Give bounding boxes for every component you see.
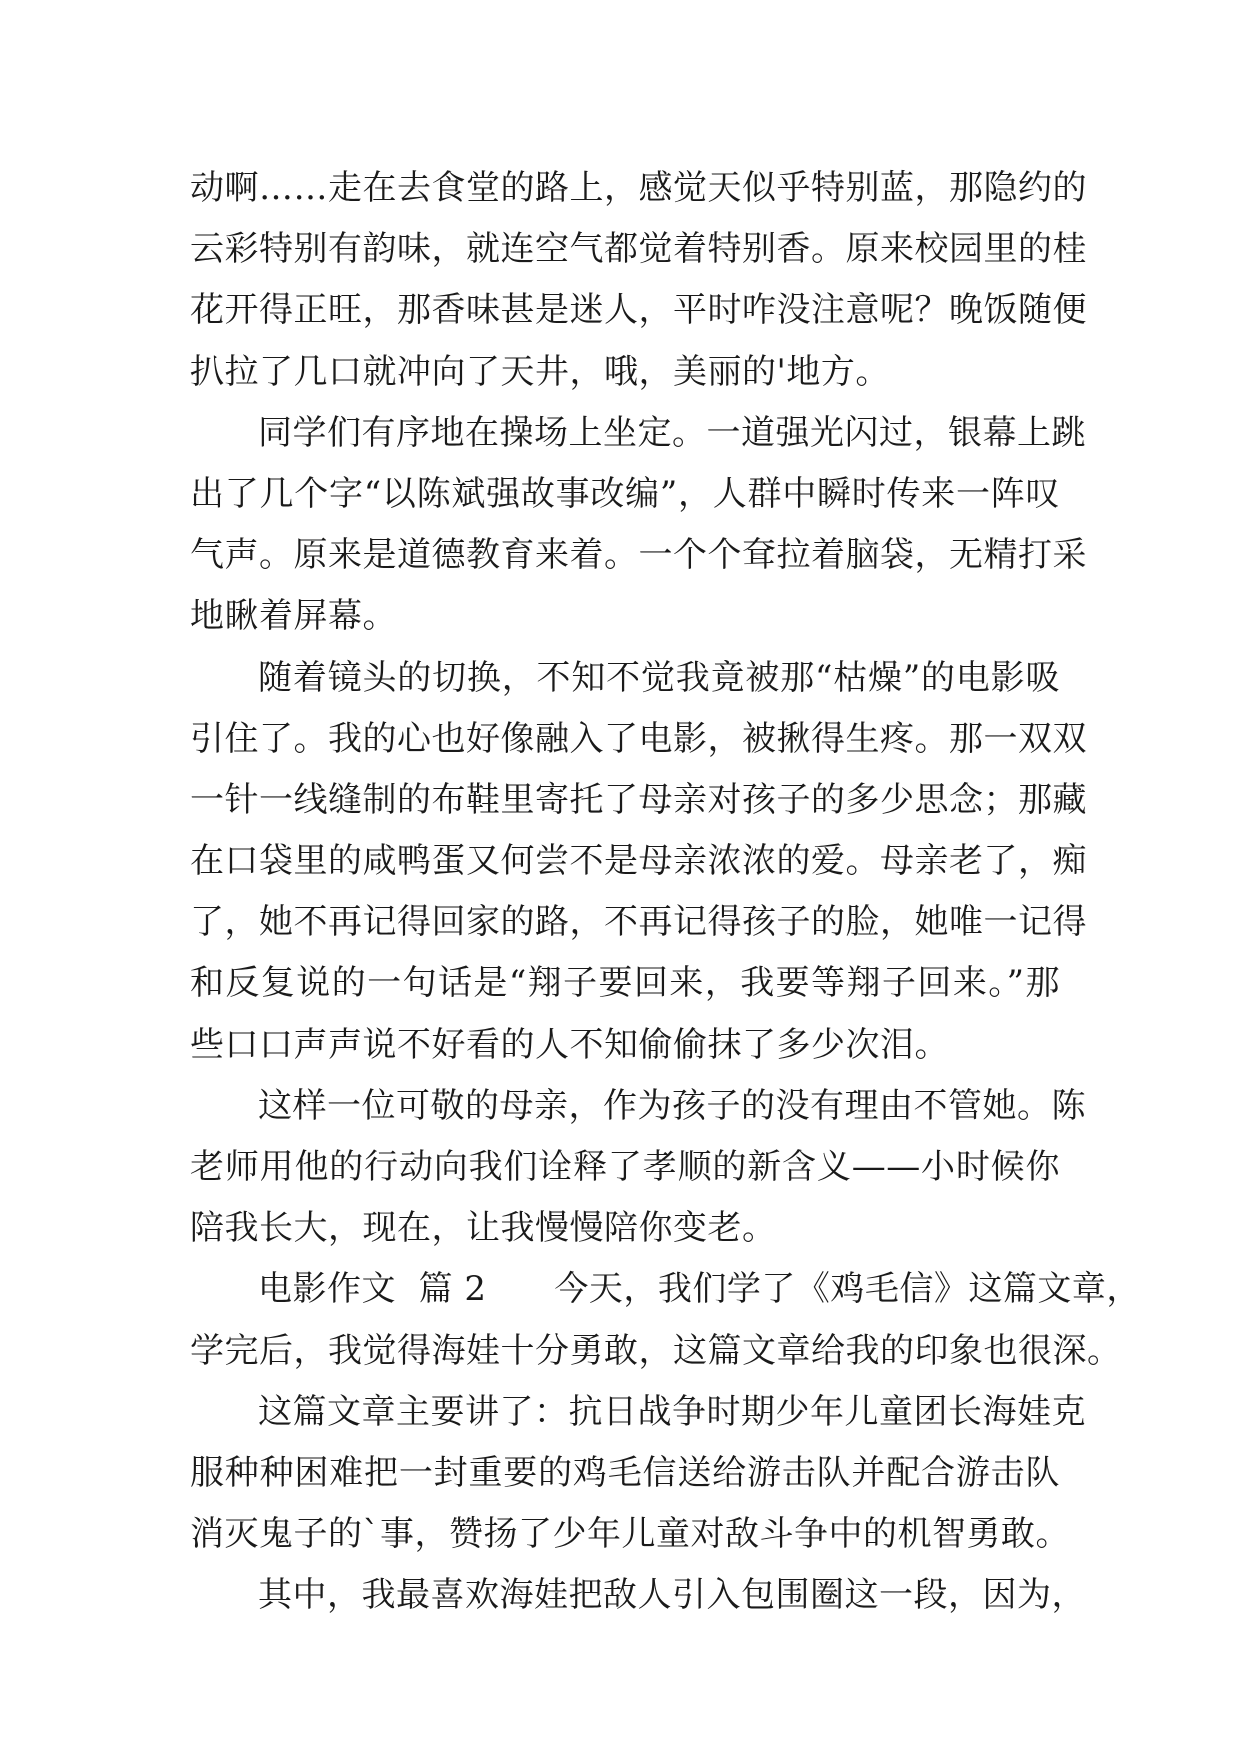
text-line: 和反复说的一句话是“翔子要回来，我要等翔子回来。”那 bbox=[190, 963, 1060, 1004]
text-line: 学完后，我觉得海娃十分勇敢，这篇文章给我的印象也很深。 bbox=[190, 1330, 1122, 1371]
article-body bbox=[190, 158, 1141, 1627]
paragraph-start-line: 这样一位可敬的母亲，作为孩子的没有理由不管她。陈 bbox=[258, 1085, 1086, 1126]
text-line: 服种种困难把一封重要的鸡毛信送给游击队并配合游击队 bbox=[190, 1452, 1060, 1493]
text-line: 了，她不再记得回家的路，不再记得孩子的脸，她唯一记得 bbox=[190, 902, 1087, 943]
text-line: 花开得正旺，那香味甚是迷人，平时咋没注意呢？晚饭随便 bbox=[190, 290, 1087, 331]
paragraph-start-line: 其中，我最喜欢海娃把敌人引入包围圈这一段，因为， bbox=[258, 1575, 1086, 1616]
text-line: 老师用他的行动向我们诠释了孝顺的新含义——小时候你 bbox=[190, 1147, 1060, 1187]
text-line: 气声。原来是道德教育来着。一个个耷拉着脑袋，无精打采 bbox=[190, 535, 1087, 576]
text-line: 动啊……走在去食堂的路上，感觉天似乎特别蓝，那隐约的 bbox=[190, 168, 1087, 208]
paragraph-start-line: 随着镜头的切换，不知不觉我竟被那“枯燥”的电影吸 bbox=[258, 657, 1060, 698]
text-line: 一针一线缝制的布鞋里寄托了母亲对孩子的多少思念；那藏 bbox=[190, 779, 1087, 820]
text-line: 些口口声声说不好看的人不知偷偷抹了多少次泪。 bbox=[190, 1024, 949, 1065]
text-line: 引住了。我的心也好像融入了电影，被揪得生疼。那一双双 bbox=[190, 718, 1087, 759]
text-line: 云彩特别有韵味，就连空气都觉着特别香。原来校园里的桂 bbox=[190, 229, 1087, 270]
text-line: 出了几个字“以陈斌强故事改编”，人群中瞬时传来一阵叹 bbox=[190, 473, 1060, 514]
text-line: 陪我长大，现在，让我慢慢陪你变老。 bbox=[190, 1208, 777, 1249]
section-heading-line: 电影作文 篇 2 今天，我们学了《鸡毛信》这篇文章， bbox=[258, 1269, 1141, 1310]
paragraph-start-line: 同学们有序地在操场上坐定。一道强光闪过，银幕上跳 bbox=[258, 412, 1086, 453]
text-line: 在口袋里的咸鸭蛋又何尝不是母亲浓浓的爱。母亲老了，痴 bbox=[190, 841, 1087, 882]
text-line: 地瞅着屏幕。 bbox=[190, 596, 397, 637]
text-line: 消灭鬼子的`事，赞扬了少年儿童对敌斗争中的机智勇敢。 bbox=[190, 1514, 1070, 1555]
text-line: 扒拉了几口就冲向了天井，哦，美丽的'地方。 bbox=[190, 351, 890, 392]
paragraph-start-line: 这篇文章主要讲了：抗日战争时期少年儿童团长海娃克 bbox=[258, 1391, 1086, 1432]
